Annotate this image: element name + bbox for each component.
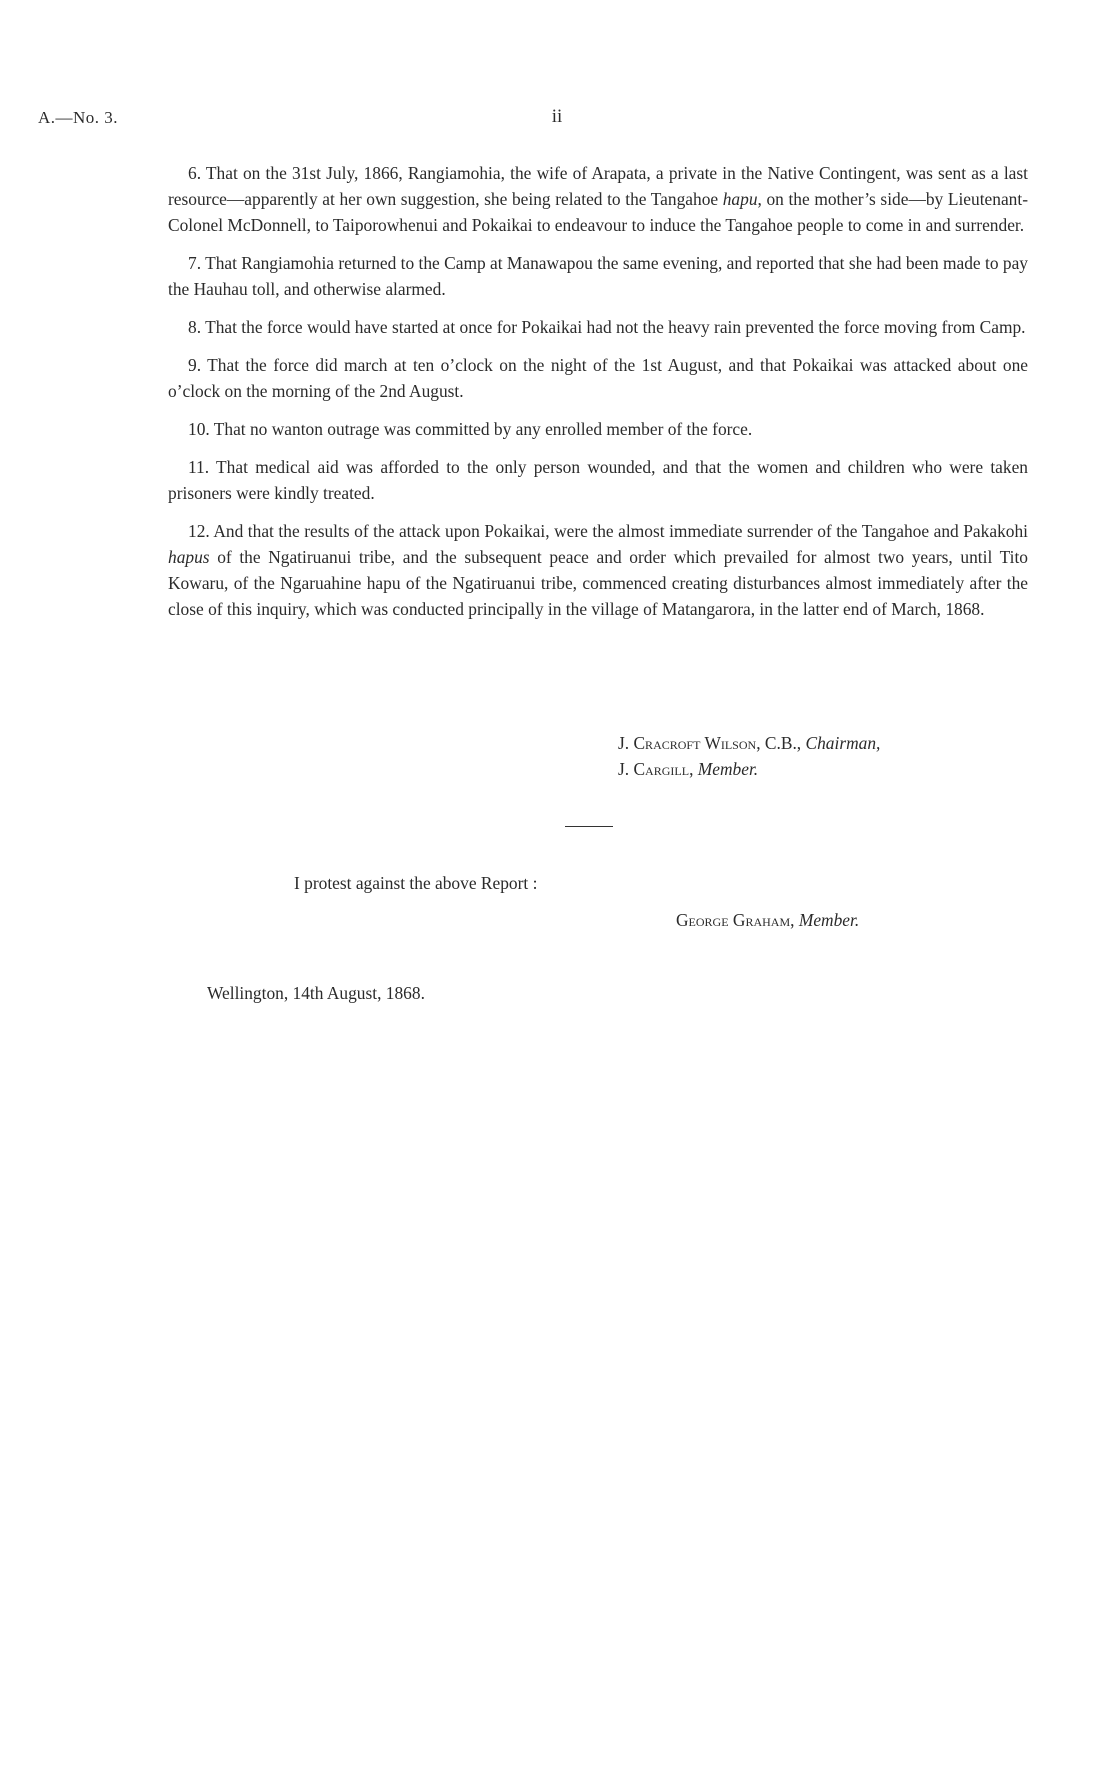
page-number: ii xyxy=(551,106,563,127)
paragraph-8: 8. That the force would have started at once for Pokaikai had not the heavy rain prevented the force moving from Camp. xyxy=(188,317,1026,337)
paragraph-12: 12. And that the results of the attack upon Pokaikai, were the almost immediate surrender of the Tangahoe and Pakakohi hapus of the Ngatiruanui tribe, and the subsequent peace and order which prevailed for almost two years, until Tito Kowaru, of the Ngaruahine hapu of the Ngatiruanui tribe, commenced creating disturbances almost immediately after the close of this inquiry, which was conducted principally in the village of Matangarora, in the latter end of March, 1868. xyxy=(168,521,1028,619)
signature-chairman: J. Cracroft Wilson, C.B., Chairman, xyxy=(618,733,881,753)
dateline: Wellington, 14th August, 1868. xyxy=(207,983,425,1003)
paragraph-7: 7. That Rangiamohia returned to the Camp at Manawapou the same evening, and reported that she had been made to pay the Hauhau toll, and otherwise alarmed. xyxy=(168,253,1028,299)
paragraph-11: 11. That medical aid was afforded to the only person wounded, and that the women and children who were taken prisoners were kindly treated. xyxy=(168,457,1028,503)
protest-statement: I protest against the above Report : xyxy=(294,873,538,893)
paper-reference: A.—No. 3. xyxy=(38,108,119,127)
signature-dissent: George Graham, Member. xyxy=(676,910,860,930)
signature-member: J. Cargill, Member. xyxy=(618,759,759,779)
paragraph-6: 6. That on the 31st July, 1866, Rangiamohia, the wife of Arapata, a private in the Native Contingent, was sent as a last resource—apparently at her own suggestion, she being related to the Tangahoe hapu, on the mother’s side—by Lieutenant-Colonel McDonnell, to Taiporowhenui and Pokaikai to endeavour to induce the Tangahoe people to come in and surrender. xyxy=(168,163,1028,235)
signature-block xyxy=(618,730,880,782)
report-body xyxy=(168,160,1028,634)
paragraph-9: 9. That the force did march at ten o’clock on the night of the 1st August, and that Pokaikai was attacked about one o’clock on the morning of the 2nd August. xyxy=(168,355,1028,401)
paragraph-10: 10. That no wanton outrage was committed by any enrolled member of the force. xyxy=(188,419,753,439)
section-divider xyxy=(565,826,613,827)
